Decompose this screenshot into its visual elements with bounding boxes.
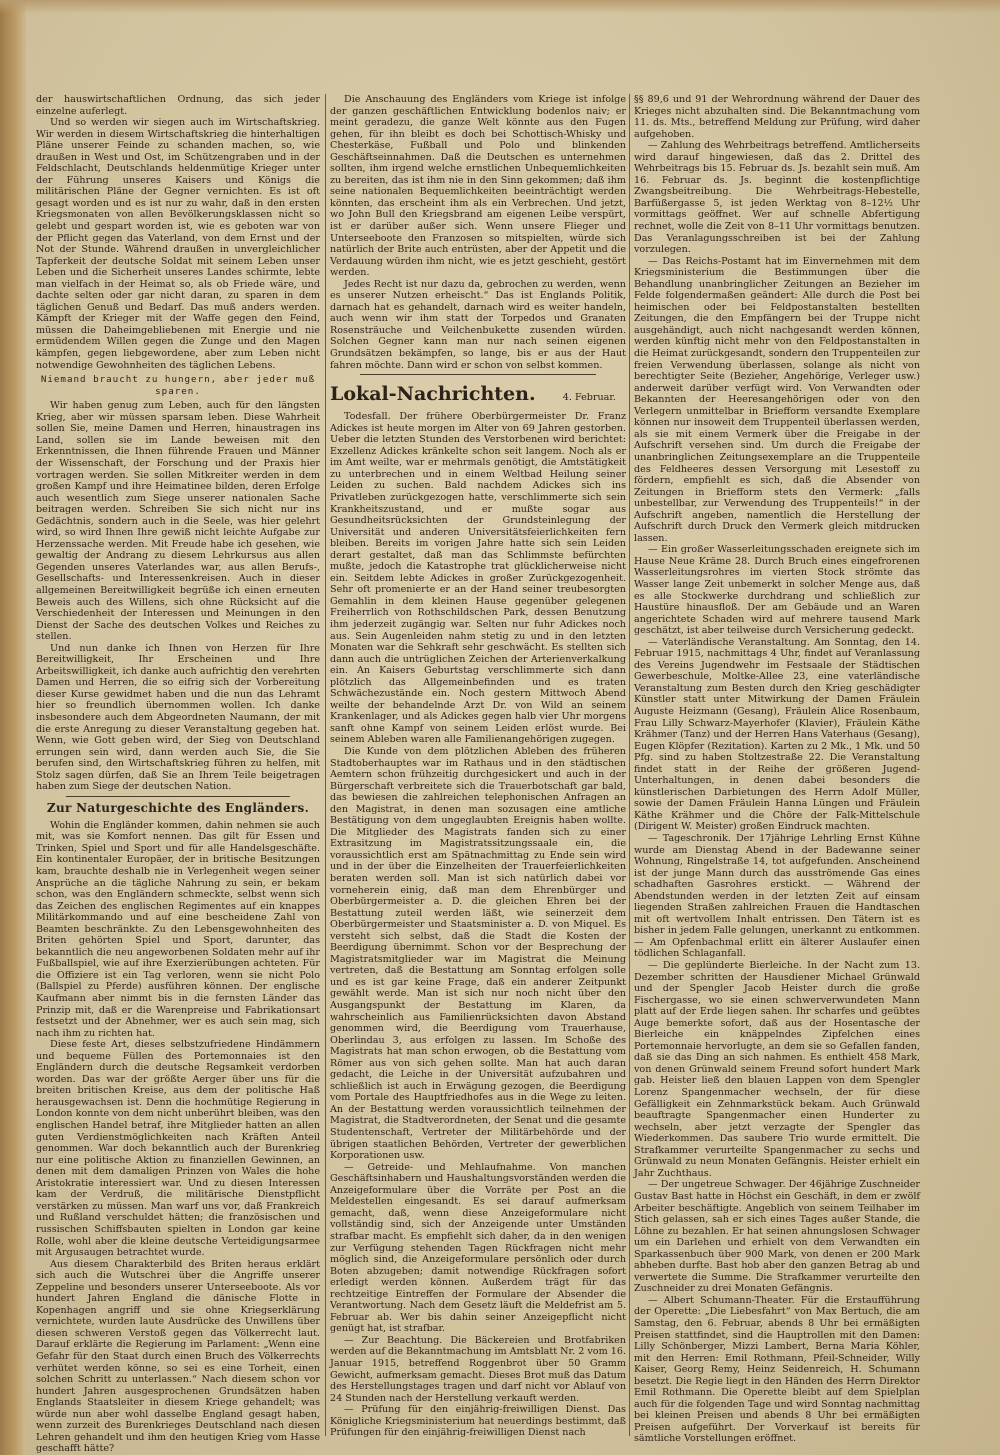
paragraph: Wir haben genug zum Leben, auch für den längsten Krieg, aber wir müssen sparsam leben. Diese Wahrheit sollen Sie, meine Damen und Herren, hinaustragen ins Land, sollen sie im Lande beweisen mit den Erkenntnissen, die Ihnen führende Frauen und Männer der Wissenschaft, der Forschung und der Praxis hier vortragen werden. Sie sollen Mitkreiter werden in dem großen Kampf und ihre Heimatinee bilden, deren Erfolge auch wesentlich zum Siege unserer nationalen Sache beitragen werden. Schreiben Sie sich nicht nur ins Gedächtnis, sondern auch in die Seele, was hier gelehrt wird, so wird Ihnen Ihre gewiß nicht leichte Aufgabe zur Herzenssache werden. Mit Freude habe ich gesehen, wie gewaltig der Andrang zu diesem Lehrkursus aus allen Gegenden unseres Vaterlandes war, aus allen Berufs-, Gesellschafts- und Interessenkreisen. Auch in dieser allgemeinen Bereitwilligkeit begrüße ich einen erneuten Beweis auch des Willens, sich ohne Rücksicht auf die Verschiedenheit der Interessen und Meinungen in den Dienst der Sache des deutschen Volkes und Reiches zu stellen.: [36, 400, 320, 643]
column-3: [634, 94, 920, 1445]
paragraph: — Der ungetreue Schwager. Der 46jährige Zuschneider Gustav Bast hatte in Höchst ein Geschäft, in dem er zwölf Arbeiter beschäftigte. Angeblich von seinem Teilhaber im Stich gelassen, sah er sich eines Tages außer Stande, die Löhne zu bezahlen. Er hat seinen ahnungslosen Schwager um ein Darlehen und erhielt von dem Verwandten ein Sparkassenbuch über 900 Mark, von denen er 200 Mark abheben durfte. Bast hob aber den ganzen Betrag ab und verwertete die Summe. Die Strafkammer verurteilte den Zuschneider zu drei Monaten Gefängnis.: [634, 1179, 920, 1295]
column-rule-1: [325, 94, 326, 1436]
section-heading: [330, 383, 626, 409]
section-divider: [66, 796, 290, 797]
paragraph: — Ein großer Wasserleitungsschaden ereignete sich im Hause Neue Kräme 28. Durch Bruch eines eingefrorenen Wasserleitungsrohres im vierten Stock strömte das Wasser lange Zeit unbemerkt in solcher Menge aus, daß es alle Stockwerke durchdrang und schließlich zur Haustüre hinausfloß. Der am Gebäude und an Waren angerichtete Schaden wird auf mehrere tausend Mark geschätzt, ist aber teilweise durch Versicherung gedeckt.: [634, 544, 920, 637]
paragraph: Und so werden wir siegen auch im Wirtschaftskrieg. Wir werden in diesem Wirtschaftskrieg die hinterhaltigen Pläne unserer Feinde zu schanden machen, so, wie draußen in West und Ost, im Schützengraben und in der Feldschlacht, Deutschlands heldenmütige Krieger unter der Führung unseres Kaisers und Königs die militärischen Pläne der Gegner vernichten. Es ist oft gesagt worden und es ist nur zu wahr, daß in den ersten Kriegsmonaten von allen Bevölkerungsklassen nicht so gelebt und gespart worden ist, wie es geboten war von der Pflicht gegen das Vaterland, von dem Ernst und der Not der Stunde. Während draußen in unvergleichlicher Tapferkeit der deutsche Soldat mit seinem Leben unser Leben und die Sicherheit unseres Landes schirmte, lebte man vielfach in der Heimat so, als ob Friede wäre, und dachte selten oder gar nicht daran, zu sparen in dem täglichen Genuß und Bedarf. Das muß anders werden. Kämpft der Krieger mit der Waffe gegen den Feind, müssen die Daheimgebliebenen mit Energie und nie ermüdendem Willen gegen die Zunge und den Magen kämpfen, gegen liebgewordene, aber zum Leben nicht notwendige Gewohnheiten des täglichen Lebens.: [36, 117, 320, 371]
paragraph: — Tageschronik. Der 17jährige Lehrling Ernst Kühne wurde am Dienstag Abend in der Badewanne seiner Wohnung, Ringelstraße 14, tot aufgefunden. Anscheinend ist der junge Mann durch das ausströmende Gas eines schadhaften Gasrohres erstickt. — Während der Abendstunden werden in der letzten Zeit auf einsam liegenden Straßen zahlreichen Frauen die Handtaschen mit oft wertvollem Inhalt entrissen. Den Tätern ist es bisher in jedem Falle gelungen, unerkannt zu entkommen. — Am Opfenbachmal erlitt ein älterer Auslaufer einen tödlichen Schlaganfall.: [634, 833, 920, 960]
paragraph: Todesfall. Der frühere Oberbürgermeister Dr. Franz Adickes ist heute morgen im Alter von 69 Jahren gestorben. Ueber die letzten Stunden des Verstorbenen wird berichtet: Exzellenz Adickes kränkelte schon seit langem. Noch als er im Amt weilte, war er mehrmals genötigt, die Amtstätigkeit zu unterbrechen und in einem Weltbad Heilung seiner Leiden zu suchen. Bald nachdem Adickes sich ins Privatleben zurückgezogen hatte, verschlimmerte sich sein Krankheitszustand, und er mußte sogar aus Gesundheitsrücksichten der Grundsteinlegung der Universität und anderen Universitätsfeierlichkeiten fern bleiben. Bereits im vorigen Jahre hatte sich sein Leiden derart gestaltet, daß man das Schlimmste befürchten mußte, jedoch die Katastrophe trat glücklicherweise nicht ein. Seitdem lebte Adickes in großer Zurückgezogenheit. Sehr oft promenierte er an der Hand seiner treubesorgten Gemahlin in dem kleinen Hause gegenüber gelegenen Freiherrlich von Rothschildschen Park, dessen Benutzung ihm jederzeit zugängig war. Selten nur fuhr Adickes noch aus. Sein Augenleiden nahm stetig zu und in den letzten Monaten war die Sehkraft sehr geschwächt. Es stellten sich dann auch die untrüglichen Zeichen der Arterienverkalkung ein. An Kaisers Geburtstag verschlimmerte sich dann plötzlich das Allgemeinbefinden und es traten Schwächezustände ein. Noch gestern Mittwoch Abend weilte der behandelnde Arzt Dr. von Wild an seinem Krankenlager, und als Adickes gegen halb vier Uhr morgens sanft ohne Kampf von seinem Leiden erlöst wurde. Bei seinem Ableben waren alle Familienangehörigen zugegen.: [330, 411, 626, 746]
article-heading: Zur Naturgeschichte des Engländers.: [46, 800, 310, 815]
paragraph: — Albert Schumann-Theater. Für die Erstaufführung der Operette: „Die Liebesfahrt“ von Max Bertuch, die am Samstag, den 6. Februar, abends 8 Uhr bei ermäßigten Preisen stattfindet, sind die Hauptrollen mit den Damen: Lilly Schönberger, Mizzi Lambert, Berna Maria Köhler, mit den Herren: Emil Rothmann, Pfeil-Schneider, Willy Kaiser, Georg Remy, Heinz Seidenreich, H. Schumann besetzt. Die Regie liegt in den Händen des Herrn Direktor Emil Rothmann. Die Operette bleibt auf dem Spielplan auch für die folgenden Tage und wird Sonntag nachmittag bei kleinen Preisen und abends 8 Uhr bei ermäßigten Preisen aufgeführt. Der Vorverkauf ist bereits für sämtliche Vorstellungen eröffnet.: [634, 1294, 920, 1445]
column-1: [36, 94, 320, 1455]
paragraph: — Zahlung des Wehrbeitrags betreffend. Amtlicherseits wird darauf hingewiesen, daß das 2. Drittel des Wehrbeitrags bis 15. Februar ds. Js. bezahlt sein muß. Am 16. Februar ds. Js. beginnt die kostenpflichtige Zwangsbeitreibung. Die Wehrbeitrags-Hebestelle, Barfüßergasse 5, ist jeden Werktag von 8–12½ Uhr vormittags geöffnet. Wer auf schnelle Abfertigung rechnet, wolle die Zeit von 8–11 Uhr vormittags benutzen. Das Veranlagungsschreiben ist bei der Zahlung vorzulegen.: [634, 140, 920, 256]
column-2: [330, 94, 626, 1439]
paragraph: — Prüfung für den einjährig-freiwilligen Dienst. Das Königliche Kriegsministerium hat neuerdings bestimmt, daß Prüfungen für den einjährig-freiwilligen Dienst nach: [330, 1404, 626, 1439]
paragraph: Wohin die Engländer kommen, dahin nehmen sie auch mit, was sie Komfort nennen. Das gilt für Essen und Trinken, Spiel und Sport und für alle Handelsgeschäfte. Ein kontinentaler Europäer, der in britische Besitzungen kam, brauchte deshalb nie in Verlegenheit wegen seiner Ansprüche an die tägliche Nahrung zu sein, er bekam schon, was den Engländern schmeckte, selbst wenn sich das Zeichen des englischen Regimentes auf ein knappes Militärkommando und auf eine bescheidene Zahl von Beamten beschränkte. Zu den Lebensgewohnheiten des Briten gehörten Spiel und Sport, darunter, das bekanntlich die neu angeworbenen Soldaten mehr auf ihr Fußballspiel, wie auf ihre Exerzierübungen achteten. Für die Offiziere ist ein Tag verloren, wenn sie nicht Polo (Ballspiel zu Pferde) ausführen können. Der englische Kaufmann aber nimmt bis in die fernsten Länder das Prinzip mit, daß er die Warenpreise und Fabrikationsart festsetzt und der Abnehmer, wer es auch sein mag, sich nach ihm zu richten hat.: [36, 819, 320, 1039]
paragraph: der hauswirtschaftlichen Ordnung, das sich jeder einzelne auferlegt.: [36, 94, 320, 117]
paragraph: Die Kunde von dem plötzlichen Ableben des früheren Stadtoberhauptes war im Rathaus und in den städtischen Aemtern schon frühzeitig durchgesickert und auch in der Bürgerschaft verbreitete sich die Trauerbotschaft gar bald, das bewiesen die zahlreichen telephonischen Anfragen an den Magistrat, in denen man sozusagen eine amtliche Bestätigung von dem ungeglaubten Ereignis haben wollte. Die Mitglieder des Magistrats fanden sich zu einer Extrasitzung im Magistratssitzungssaale ein, die voraussichtlich erst am Spätnachmittag zu Ende sein wird und in der über die Einzelheiten der Trauerfeierlichkeiten beraten werden soll. Man ist sich natürlich dabei vor vorneherein einig, daß man dem Ehrenbürger und Oberbürgermeister a. D. die gleichen Ehren bei der Bestattung zuteil werden läßt, wie seinerzeit dem Oberbürgermeister und Staatsminister a. D. von Miquel. Es versteht sich selbst, daß die Stadt die Kosten der Beerdigung übernimmt. Schon vor der Besprechung der Magistratsmitglieder war im Magistrat die Meinung vertreten, daß die Bestattung am Sonntag erfolgen solle und es ist gar keine Frage, daß ein anderer Zeitpunkt gewählt werde. Man ist sich nur noch nicht über den Ausgangspunkt der Bestattung im Klaren, da wahrscheinlich aus Familienrücksichten davon Abstand genommen wird, die Beerdigung vom Trauerhause, Oberlindau 3, aus erfolgen zu lassen. Im Schoße des Magistrats hat man schon erwogen, ob die Bestattung vom Römer aus von sich gehen sollte. Man hat auch daran gedacht, die Leiche in der Universität aufzubahren und schließlich ist auch in Erwägung gezogen, die Beerdigung vom Portale des Hauptfriedhofes aus in die Wege zu leiten. An der Bestattung werden voraussichtlich teilnehmen der Magistrat, die Stadtverordneten, der Senat und die gesamte Studentenschaft, Vertreter der Militärbehörde und der übrigen staatlichen Behörden, Vertreter der gewerblichen Korporationen usw.: [330, 745, 626, 1162]
section-divider: [360, 374, 596, 375]
column-rule-2: [629, 94, 630, 1436]
page-binding-edge: [0, 0, 26, 1455]
section-date: 4. Februar.: [562, 392, 616, 404]
paragraph: Diese feste Art, dieses selbstzufriedene Hindämmern und bequeme Füllen des Portemonnaies ist den Engländern durch die deutsche Regsamkeit verdorben worden. Das war der größte Aerger über uns für die breiten britischen Kreise, aus dem der politische Haß herausgewachsen ist. Denn die hochmütige Regierung in London konnte von dem nicht unberührt bleiben, was den englischen Handel betraf, ihre Mitglieder hatten an allen guten Verdienstmöglichkeiten nach Kräften Anteil genommen. War doch bekanntlich auch der Burenkrieg nur eine politische Aktion zu finanziellen Gewinnen, an denen mit dem damaligen Prinzen von Wales die hohe Aristokratie interessiert war. Und zu diesen Interessen kam der Verdruß, die militärische Dienstpflicht verstärken zu müssen. Man warf uns vor, daß Frankreich und Rußland verschuldet hätten; die französischen und russischen Schiffsbauten spielten in London gar keine Rolle, wohl aber die kleine deutsche Verteidigungsarmee mit Argusaugen betrachtet wurde.: [36, 1039, 320, 1259]
paragraph: Und nun danke ich Ihnen von Herzen für Ihre Bereitwilligkeit, Ihr Erscheinen und Ihre Arbeitswilligkeit, ich danke auch aufrichtig den verehrten Damen und Herren, die so eifrig sich der Vorbereitung dieser Kurse gewidmet haben und die nun das Lehramt hier so freundlich übernommen wollen. Ich danke insbesondere auch dem Abgeordneten Naumann, der mit die erste Anregung zu dieser Veranstaltung gegeben hat. Wenn, wie Gott geben wird, der Sieg von Deutschland errungen sein wird, dann werden auch Sie, die Sie berufen sind, den Wirtschaftskrieg führen zu helfen, mit Stolz sagen dürfen, daß Sie an Ihrem Teile beigetragen haben zum Siege der deutschen Nation.: [36, 642, 320, 793]
paragraph: — Vaterländische Veranstaltung. Am Sonntag, den 14. Februar 1915, nachmittags 4 Uhr, findet auf Veranlassung des Vereins Jugendwehr im Festsaale der Städtischen Gewerbeschule, Moltke-Allee 23, eine vaterländische Veranstaltung zum Besten durch den Krieg geschädigter Künstler statt unter Mitwirkung der Damen Fräulein Auguste Heizmann (Gesang), Fräulein Alice Rosenbaum, Frau Lilly Schwarz-Mayerhofer (Klavier), Fräulein Käthe Krähmer (Tanz) und der Herren Hans Vaterhaus (Gesang), Eugen Klöpfer (Rezitation). Karten zu 2 Mk., 1 Mk. und 50 Pfg. sind zu haben Stoltzestraße 22. Die Veranstaltung findet statt in der Reihe der größeren Jugend-Unterhaltungen, in denen dabei besonders die künstlerischen Darbietungen des Herrn Adolf Müller, sowie der Damen Fräulein Hanna Lüngen und Fräulein Käthe Krähmer und die Chöre der Falk-Mittelschule (Dirigent W. Meister) großen Eindruck machten.: [634, 636, 920, 833]
paragraph: Die Anschauung des Engländers vom Kriege ist infolge der ganzen geschäftlichen Entwicklung bodenlos naiv; er meint geradezu, die ganze Welt könnte aus den Fugen gehen, für ihn bleibt es doch bei Schottisch-Whisky und Chesterkäse, Fußball und Polo und blinkenden Geschäftseinnahmen. Daß die Deutschen es unternehmen sollten, ihm irgend welche ernstlichen Unbequemlichkeiten zu bereiten, das ist ihm nie in den Sinn gekommen; daß ihm seine nationalen Bequemlichkeiten beeinträchtigt werden könnten, das erscheint ihm als ein Verbrechen. Und jetzt, wo John Bull den Kriegsbrand am eigenen Leibe verspürt, ist er darüber außer sich. Wenn unsere Flieger und Unterseeboote den Franzosen so mitspielten, würde sich natürlich der Brite auch entrüsten, aber der Appetit und die Verdauung würden ihm nicht, wie es jetzt geschieht, gestört werden.: [330, 94, 626, 279]
section-title: Lokal-Nachrichten.: [330, 383, 536, 406]
motto-line: Niemand braucht zu hungern, aber jeder muß sparen.: [40, 374, 316, 397]
paragraph: — Das Reichs-Postamt hat im Einvernehmen mit dem Kriegsministerium die Bestimmungen über die Behandlung unanbringlicher Zeitungen an Bezieher im Felde folgendermaßen geändert: Alle durch die Post bei heimischen oder bei Feldpostanstalten bestellten Zeitungen, die den Empfängern bei der Truppe nicht ausgehändigt, auch nicht nachgesandt werden können, werden künftig nicht mehr von den Feldpostanstalten in die Heimat zurückgesandt, sondern den Truppenteilen zur freien Verwendung überlassen, solange als nicht von berechtigter Seite (Bezieher, Angehörige, Verleger usw.) anderweit darüber verfügt wird. Von Verwandten oder Bekannten der Heeresangehörigen oder von den Verlegern unmittelbar in Briefform versandte Exemplare können nur insoweit dem Truppenteil überlassen werden, als sie mit einem Vermerk über die Freigabe in der Aufschrift versehen sind. Um durch die Freigabe der unanbringlichen Zeitungsexemplare an die Truppenteile des Feldheeres dessen Versorgung mit Lesestoff zu fördern, empfiehlt es sich, daß die Absender von Zeitungen in Briefform stets den Vermerk: „falls unbestellbar, zur Verwendung des Truppenteils!“ in der Aufschrift angeben, namentlich die Herstellung der Aufschrift durch Druck den Vermerk gleich mitdrucken lassen.: [634, 255, 920, 544]
page-top-edge: [0, 0, 1000, 14]
paragraph: — Zur Beachtung. Die Bäckereien und Brotfabriken werden auf die Bekanntmachung im Amtsblatt Nr. 2 vom 16. Januar 1915, betreffend Roggenbrot über 50 Gramm Gewicht, aufmerksam gemacht. Dieses Brot muß das Datum des Herstellungstages tragen und darf nicht vor Ablauf von 24 Stunden nach der Herstellung verkauft werden.: [330, 1334, 626, 1404]
paragraph: — Die geplünderte Bierleiche. In der Nacht zum 13. Dezember schritten der Hausdiener Michael Grünwald und der Spengler Jacob Heister durch die große Fischergasse, wo sie einen schwerverwundeten Mann platt auf der Erde liegen sahen. Ihr scharfes und geübtes Auge bemerkte sofort, daß aus der Hosentasche der Bierleiche ein knäppelndes Zipfelchen eines Portemonnaie hervorlugte, an dem sie so Gefallen fanden, daß sie das Ding an sich nahmen. Es enthielt 458 Mark, von denen Grünwald seinem Freund sofort hundert Mark gab. Heister ließ den blauen Lappen von dem Spengler Lorenz Spangenmacher wechseln, der für diese Gefälligkeit ein Zehnmarkstück bekam. Auch Grünwald beauftragte Spangenmacher einen Hunderter zu wechseln, aber jetzt verzagte der Spengler das Wiederkommen. Das saubere Trio wurde ermittelt. Die Strafkammer verurteilte Spangenmacher zu sechs und Grünwald zu neun Monaten Gefängnis. Heister erhielt ein Jahr Zuchthaus.: [634, 960, 920, 1179]
paragraph: §§ 89,6 und 91 der Wehrordnung während der Dauer des Krieges nicht abzuhalten sind. Die Bekanntmachung vom 11. ds. Mts., betreffend Meldung zur Prüfung, wird daher aufgehoben.: [634, 94, 920, 140]
paragraph: Jedes Recht ist nur dazu da, gebrochen zu werden, wenn es unserer Nutzen erheischt.“ Das ist Englands Politik, darnach hat es gehandelt, darnach wird es weiter handeln, auch wenn wir ihm statt der Torpedos und Granaten Rosensträuche und Veilchenbukette zusenden würden. Solchen Gegner kann man nur nach seinen eigenen Grundsätzen bekämpfen, so lange, bis er aus der Haut fahren möchte. Dann wird er schon von selbst kommen.: [330, 278, 626, 371]
paragraph: Aus diesem Charakterbild des Briten heraus erklärt sich auch die Wutschrei über die Angriffe unserer Zeppeline und besonders unserer Unterseeboote. Als vor hundert Jahren England die dänische Flotte in Kopenhagen angriff und sie ohne Kriegserklärung vernichtete, wurden laute Ausdrücke des Unwillens über diesen schweren Verstoß gegen das Völkerrecht laut. Darauf erklärte die Regierung im Parlament: „Wenn eine Gefahr für den Staat durch einen Bruch des Völkerrechts verhütet werden könne, so sei es eine Torheit, einen solchen Schritt zu unterlassen.“ Nach diesem schon vor hundert Jahren ausgesprochenen Grundsätzen haben Englands Staatsleiter in diesem Kriege gehandelt; was würde nun aber wohl dasselbe England gesagt haben, wenn zurzeit des Burenkrieges Deutschland nach diesen Lehren gehandelt und ihm den heutigen Krieg vom Hasse geschafft hätte?: [36, 1258, 320, 1455]
paragraph: — Getreide- und Mehlaufnahme. Von manchen Geschäftsinhabern und Haushaltungsvorständen werden die Anzeigeformulare über die Vorräte per Post an die Meldestellen eingesandt. Es sei darauf aufmerksam gemacht, daß, wenn diese Anzeigeformulare nicht vollständig sind, sich der Anzeigende unter Umständen strafbar macht. Es empfiehlt sich daher, da in den wenigen zur Verfügung stehenden Tagen Rückfragen nicht mehr möglich sind, die Anzeigeformulare persönlich oder durch Boten abzugeben; damit notwendige Rückfragen sofort erledigt werden können. Außerdem trägt für das rechtzeitige Eintreffen der Formulare der Absender die Verantwortung. Nach dem Gesetz läuft die Meldefrist am 5. Februar ab. Wer bis dahin seiner Anzeigepflicht nicht genügt hat, ist strafbar.: [330, 1161, 626, 1335]
